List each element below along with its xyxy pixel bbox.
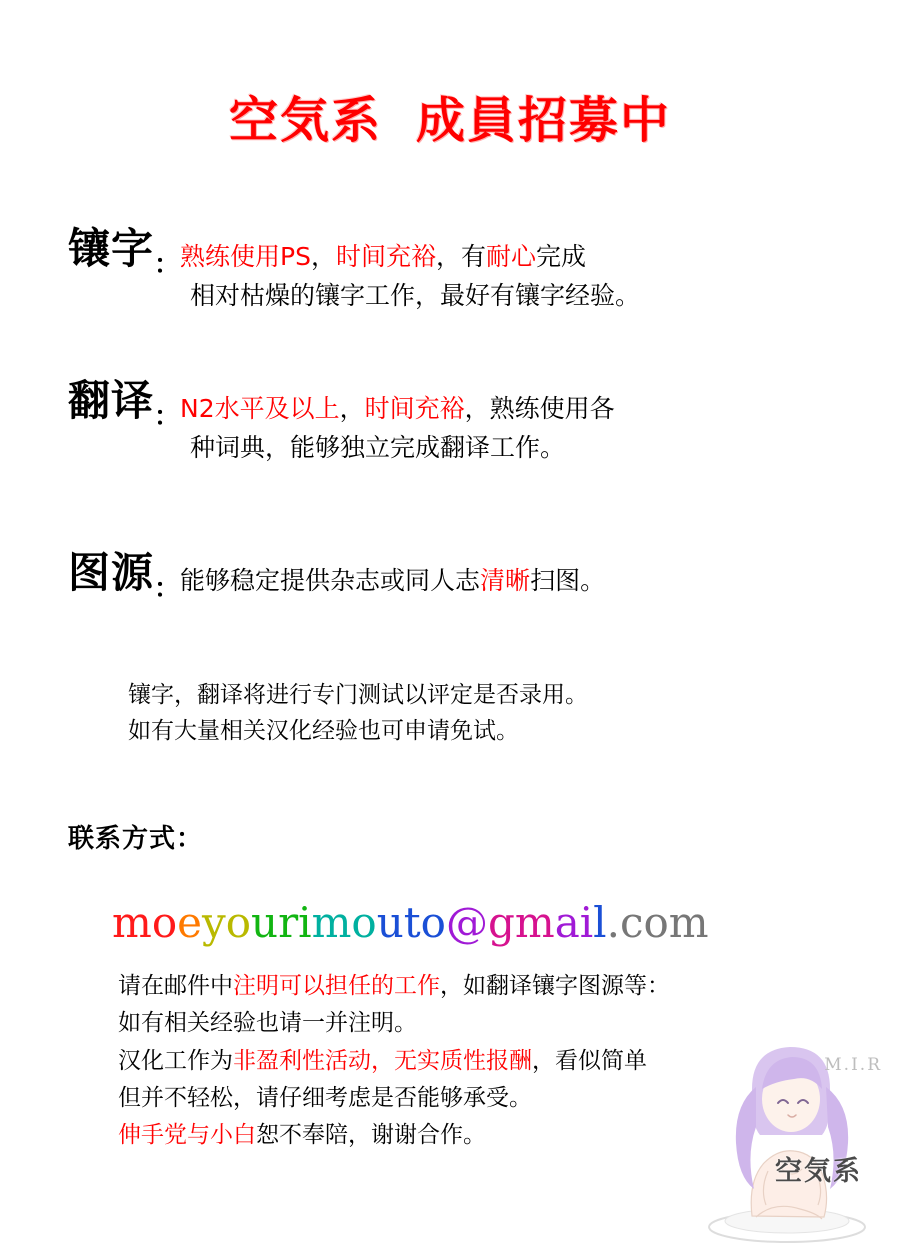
role-colon-rawprovider: ： [154,574,181,604]
role-colon-translation: ： [154,402,181,432]
footer-l5-red: 伸手党与小白 [118,1122,256,1148]
role-desc-typesetting [180,228,640,316]
footer-l3-black-b: ，看似简单 [532,1047,647,1074]
page-title [0,82,900,152]
role-desc-rawprovider [180,552,605,601]
role-colon-typesetting: ： [154,250,181,280]
watermark-label: 空気系 [775,1156,862,1187]
footer-l1-black-b: ，如翻译镶字图源等： [440,973,670,999]
role-block-typesetting [68,224,858,316]
role-desc-mid-a-2: ， [339,394,365,423]
contact-label: 联系方式： [68,824,204,854]
role-name-translation: 翻译 [68,376,155,425]
footer-line-1 [118,968,818,1005]
test-note [128,678,588,749]
footer-line-4: 但并不轻松，请仔细考虑是否能够承受。 [118,1084,532,1111]
role-desc-tail: 完成 [536,242,587,271]
role-name-rawprovider: 图源 [68,548,155,597]
footer-l3-black-a: 汉化工作为 [118,1047,233,1074]
role-desc-red-a-2: N2水平及以上 [180,394,340,423]
watermark-initials: M.I.R [824,1055,882,1075]
title-left: 空気系 [228,92,382,149]
role-desc-red-b-2: 时间充裕 [364,394,465,423]
role-desc-translation [180,380,615,468]
role-desc-black-a-3: 能够稳定提供杂志或同人志 [180,566,481,595]
footer-l5-black: 恕不奉陪，谢谢合作。 [256,1122,486,1148]
test-note-line2: 如有大量相关汉化经验也可申请免试。 [128,717,519,744]
role-desc-mid-b: ，有 [436,242,487,271]
role-block-translation [68,376,858,468]
role-desc-mid-b-2: ，熟练使用各 [464,394,615,423]
footer-l1-red: 注明可以担任的工作 [233,973,440,999]
role-desc-mid-a: ， [310,242,336,271]
role-desc-red-3: 清晰 [480,566,531,595]
footer-l3-red: 非盈利性活动，无实质性报酬 [233,1047,532,1074]
role-desc-red-b: 时间充裕 [336,242,437,271]
footer-l1-black-a: 请在邮件中 [118,973,233,999]
role-name-typesetting: 镶字 [68,224,155,273]
role-block-rawprovider [68,548,858,605]
role-desc-black-b-3: 扫图。 [530,566,606,595]
title-right: 成員招募中 [416,92,672,149]
role-desc-line2-2: 种词典，能够独立完成翻译工作。 [190,432,566,462]
contact-email[interactable]: moeyourimouto@gmail.com [112,898,709,947]
role-desc-red-c: 耐心 [486,242,537,271]
role-desc-red-a: 熟练使用PS [180,242,311,271]
role-desc-line2: 相对枯燥的镶字工作，最好有镶字经验。 [190,280,641,310]
test-note-line1: 镶字，翻译将进行专门测试以评定是否录用。 [128,682,588,708]
footer-line-2: 如有相关经验也请一并注明。 [118,1010,417,1037]
